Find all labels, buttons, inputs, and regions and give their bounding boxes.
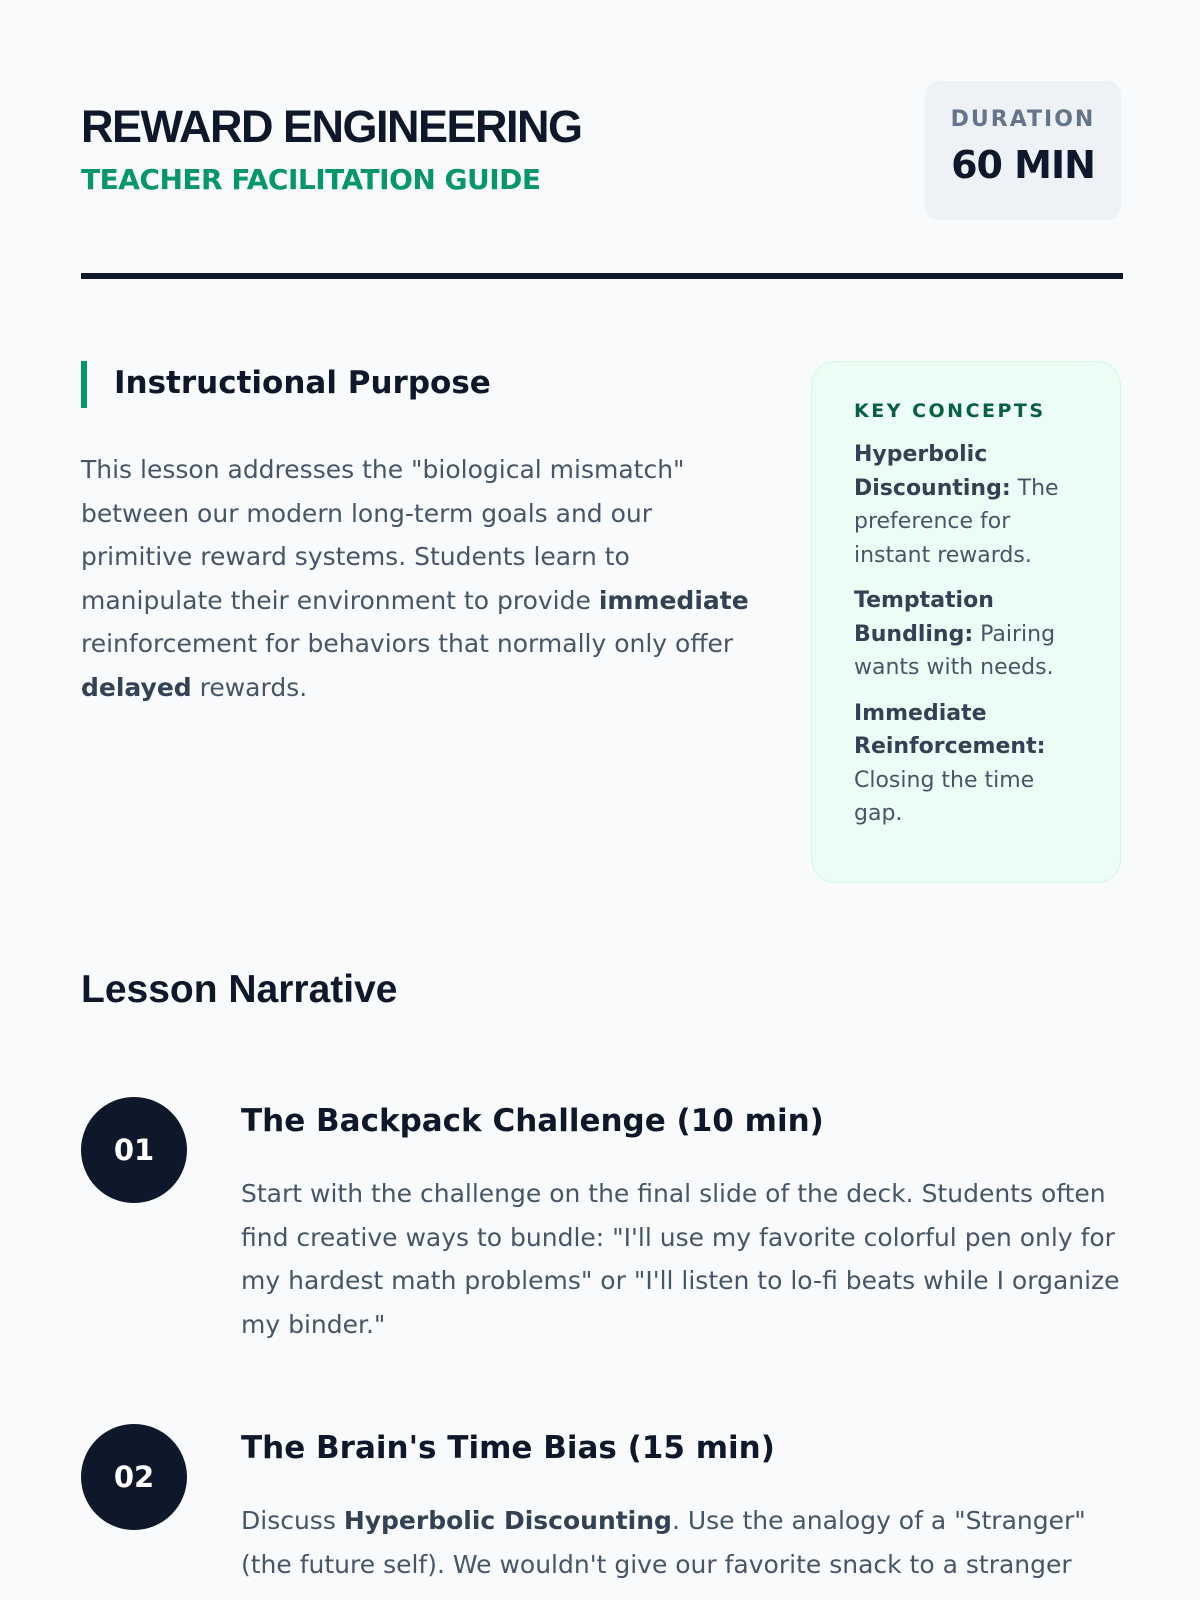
page-title: REWARD ENGINEERING (81, 101, 582, 152)
step-emphasis: Hyperbolic Discounting (343, 1506, 672, 1535)
page-subtitle: TEACHER FACILITATION GUIDE (81, 163, 541, 196)
step-description: Start with the challenge on the final slide of the deck. Students often find creative ways to bundle: "I'll use my favorite colorful pen only for my hardest math problems" or "I'll listen to lo-fi beats while I organize my binder." (241, 1179, 1120, 1339)
concept-item (854, 584, 1084, 685)
concept-definition: Pairing wants with needs. (854, 621, 1056, 680)
concept-term: Immediate Reinforcement: (854, 700, 1046, 759)
step-number-badge: 01 (81, 1097, 187, 1203)
purpose-paragraph (81, 448, 751, 709)
purpose-text-2: reinforcement for behaviors that normally only offer (81, 629, 734, 658)
header-divider (81, 273, 1123, 279)
duration-label: DURATION (950, 107, 1096, 132)
concept-item (854, 697, 1084, 831)
concept-item (854, 438, 1084, 572)
purpose-text-3: rewards. (191, 672, 308, 702)
step-text-1: Discuss (241, 1506, 344, 1535)
concept-term: Temptation Bundling: (854, 588, 994, 647)
narrative-heading: Lesson Narrative (81, 968, 398, 1011)
step-title: The Brain's Time Bias (15 min) (241, 1430, 775, 1466)
concept-definition: The preference for instant rewards. (854, 475, 1059, 568)
duration-value: 60 MIN (951, 143, 1095, 187)
duration-badge (925, 81, 1121, 220)
step-description (241, 1499, 1126, 1586)
purpose-emphasis-immediate: immediate (598, 585, 749, 615)
concept-definition: Closing the time gap. (854, 767, 1035, 826)
purpose-text-1: This lesson addresses the "biological mismatch" between our modern long-term goals and our primitive reward systems. Students learn to manipulate their environment to provide (81, 455, 685, 615)
step-title: The Backpack Challenge (10 min) (241, 1103, 824, 1139)
step-number-badge: 02 (81, 1424, 187, 1530)
purpose-heading: Instructional Purpose (114, 365, 491, 401)
step-text-2: . Use the analogy of a "Stranger" (the future self). We wouldn't give our favorite snack to a stranger (241, 1506, 1086, 1579)
key-concepts-title: KEY CONCEPTS (854, 400, 1046, 422)
purpose-emphasis-delayed: delayed (81, 672, 192, 702)
section-accent-bar (81, 361, 87, 408)
key-concepts-card (811, 361, 1121, 883)
concept-term: Hyperbolic Discounting: (854, 442, 1011, 501)
